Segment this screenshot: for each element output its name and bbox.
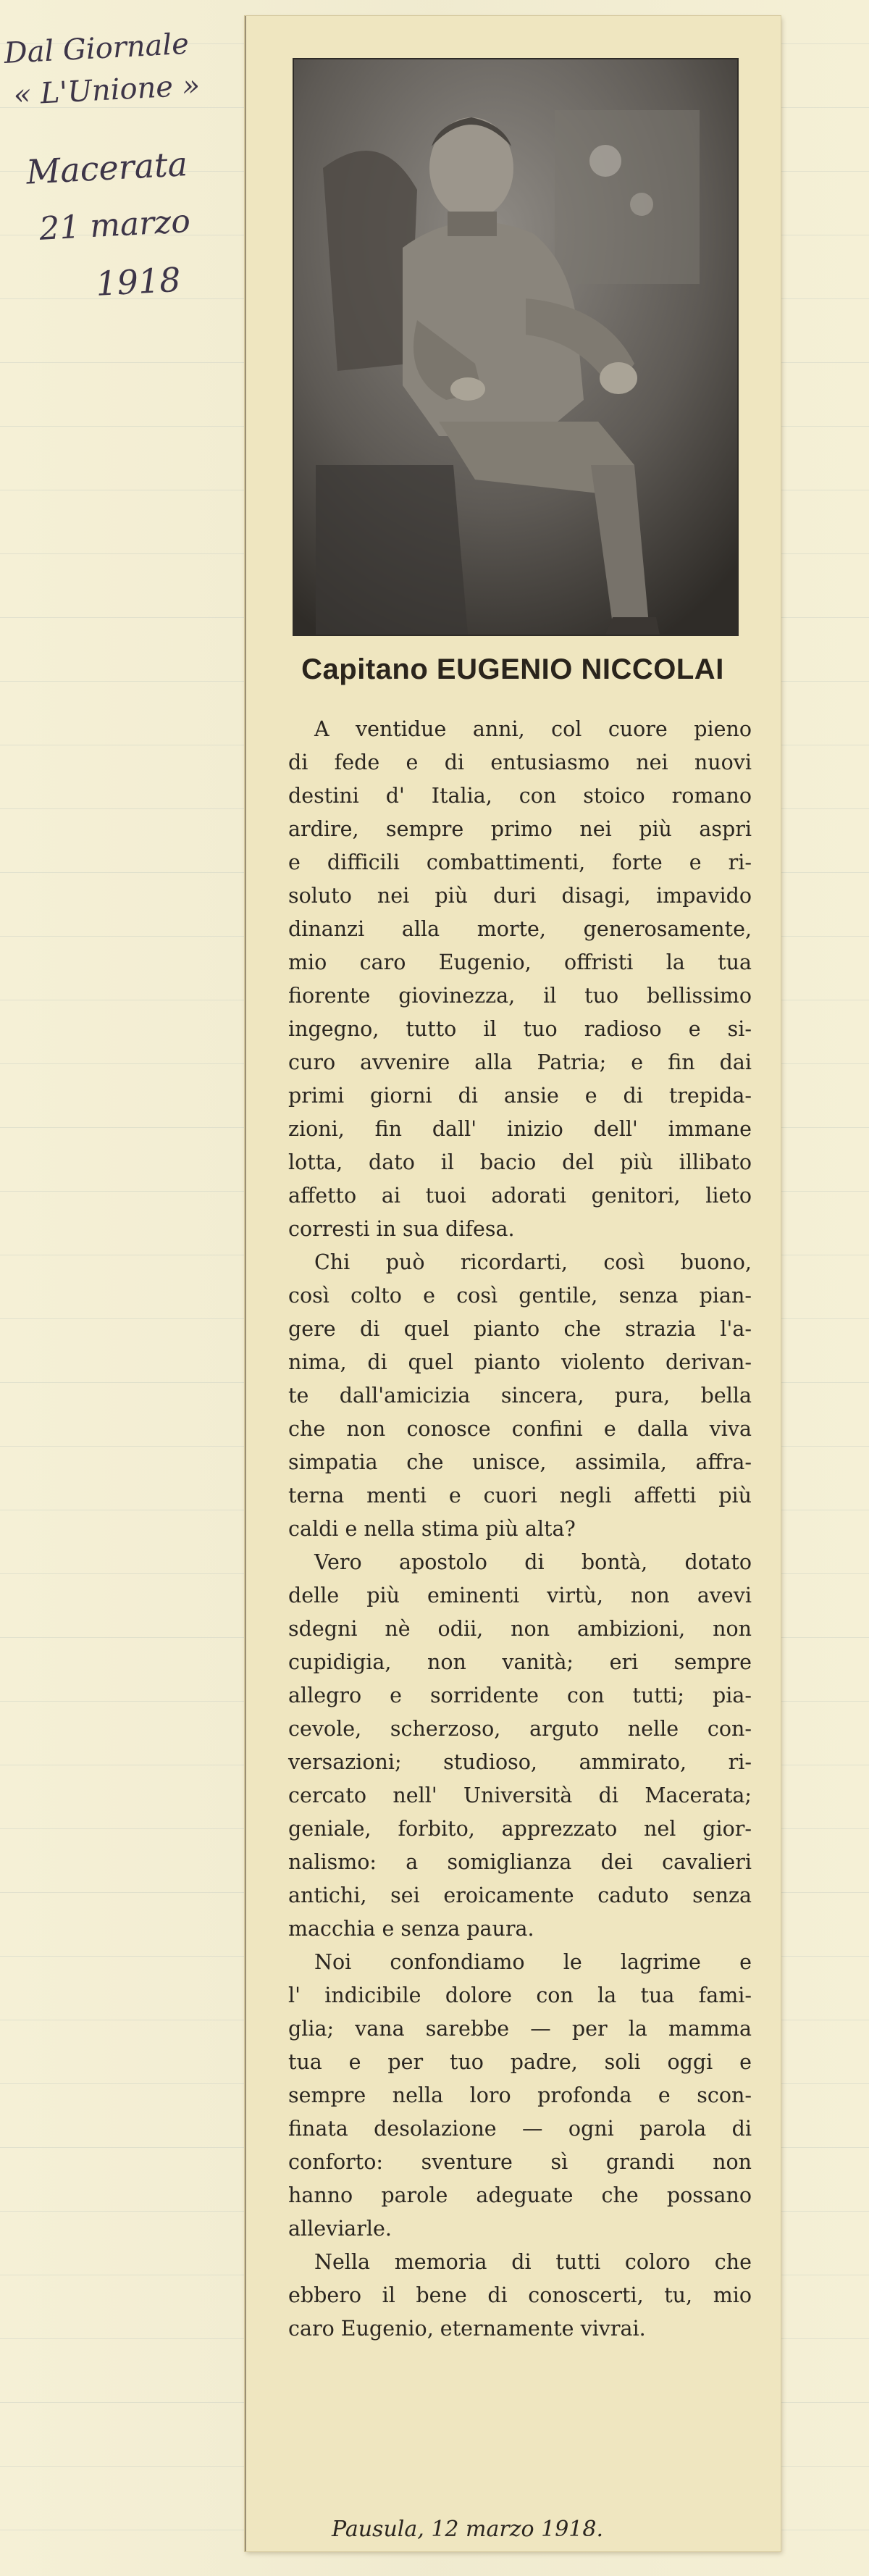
article-line: antichi, sei eroicamente caduto senza	[288, 1883, 752, 1907]
handnote-line: Macerata	[25, 144, 189, 192]
article-signature: Pausula, 12 marzo 1918.	[332, 2517, 603, 2542]
article-line: allegro e sorridente con tutti; pia-	[288, 1684, 752, 1707]
article-line: macchia e senza paura.	[288, 1917, 534, 1941]
article-line: conforto: sventure sì grandi non	[288, 2150, 752, 2174]
article-line: Chi può ricordarti, così buono,	[314, 1250, 752, 1274]
article-line: destini d' Italia, con stoico romano	[288, 784, 752, 808]
article-line: lotta, dato il bacio del più illibato	[288, 1150, 752, 1174]
article-line: l' indicibile dolore con la tua fami-	[288, 1983, 752, 2007]
article-line: hanno parole adeguate che possano	[288, 2183, 752, 2207]
article-line: Noi confondiamo le lagrime e	[314, 1950, 752, 1974]
article-line: sempre nella loro profonda e scon-	[288, 2083, 752, 2107]
article-line: affetto ai tuoi adorati genitori, lieto	[288, 1184, 752, 1208]
article-body	[288, 713, 752, 2346]
article-line: cevole, scherzoso, arguto nelle con-	[288, 1717, 752, 1741]
article-line: ardire, sempre primo nei più aspri	[288, 817, 752, 841]
handnote-line: « L'Unione »	[12, 69, 201, 112]
article-line: e difficili combattimenti, forte e ri-	[288, 850, 752, 874]
article-line: gere di quel pianto che strazia l'a-	[288, 1317, 752, 1341]
article-line: che non conosce confini e dalla viva	[288, 1417, 752, 1441]
article-line: terna menti e cuori negli affetti più	[288, 1484, 752, 1507]
article-line: te dall'amicizia sincera, pura, bella	[288, 1384, 752, 1408]
newspaper-clipping	[245, 16, 781, 2551]
article-line: sdegni nè odii, non ambizioni, non	[288, 1617, 752, 1641]
article-line: curo avvenire alla Patria; e fin dai	[288, 1050, 752, 1074]
article-line: A ventidue anni, col cuore pieno	[314, 717, 752, 741]
clipping-edge	[245, 16, 246, 2551]
article-line: ebbero il bene di conoscerti, tu, mio	[288, 2283, 752, 2307]
article-line: Nella memoria di tutti coloro che	[314, 2250, 752, 2274]
article-line: Vero apostolo di bontà, dotato	[314, 1550, 752, 1574]
portrait-image	[294, 59, 737, 635]
article-line: di fede e di entusiasmo nei nuovi	[288, 750, 752, 774]
article-line: fiorente giovinezza, il tuo bellissimo	[288, 984, 752, 1008]
article-line: tua e per tuo padre, soli oggi e	[288, 2050, 752, 2074]
article-line: mio caro Eugenio, offristi la tua	[288, 950, 752, 974]
handnote-line: 1918	[95, 259, 182, 304]
article-line: versazioni; studioso, ammirato, ri-	[288, 1750, 752, 1774]
handwritten-note	[3, 26, 234, 306]
article-line: zioni, fin dall' inizio dell' immane	[288, 1117, 752, 1141]
article-line: finata desolazione — ogni parola di	[288, 2117, 752, 2141]
article-line: nima, di quel pianto violento derivan-	[288, 1350, 752, 1374]
article-line: caldi e nella stima più alta?	[288, 1517, 576, 1541]
article-line: cupidigia, non vanità; eri sempre	[288, 1650, 752, 1674]
article-line: ingegno, tutto il tuo radioso e si-	[288, 1017, 752, 1041]
article-line: geniale, forbito, apprezzato nel gior-	[288, 1817, 752, 1841]
article-line: corresti in sua difesa.	[288, 1217, 515, 1241]
article-line: caro Eugenio, eternamente vivrai.	[288, 2317, 646, 2341]
article-line: così colto e così gentile, senza pian-	[288, 1284, 752, 1308]
article-line: simpatia che unisce, assimila, affra-	[288, 1450, 752, 1474]
handnote-line: Dal Giornale	[3, 27, 190, 71]
portrait-photo	[293, 58, 739, 636]
article-line: primi giorni di ansie e di trepida-	[288, 1084, 752, 1108]
handnote-line: 21 marzo	[38, 202, 192, 248]
article-line: cercato nell' Università di Macerata;	[288, 1783, 752, 1807]
article-line: dinanzi alla morte, generosamente,	[288, 917, 752, 941]
article-line: alleviarle.	[288, 2217, 392, 2241]
article-line: glia; vana sarebbe — per la mamma	[288, 2017, 752, 2041]
article-line: nalismo: a somiglianza dei cavalieri	[288, 1850, 752, 1874]
article-line: delle più eminenti virtù, non avevi	[288, 1584, 752, 1607]
article-line: soluto nei più duri disagi, impavido	[288, 884, 752, 908]
article-headline: Capitano EUGENIO NICCOLAI	[301, 653, 724, 685]
